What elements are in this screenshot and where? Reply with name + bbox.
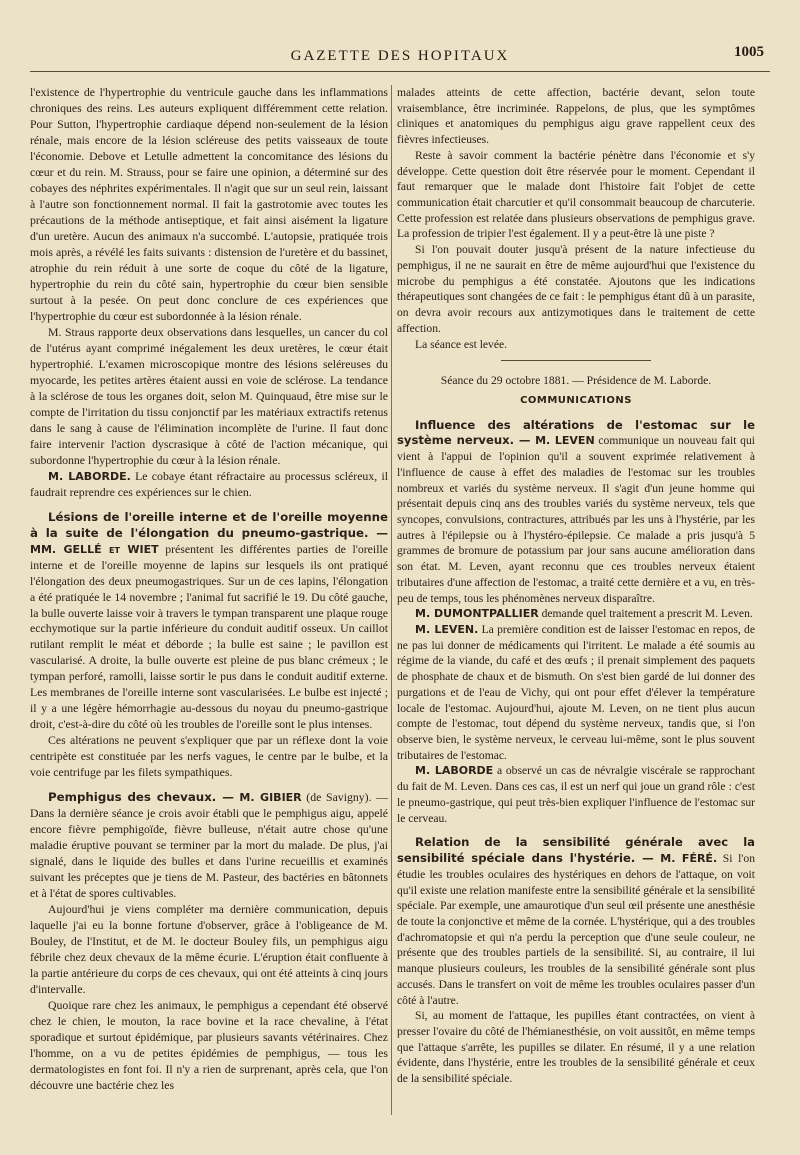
paragraph	[397, 763, 755, 826]
paragraph-text: Le cobaye étant réfractaire au processus scléreux, il faudrait reprendre ces expériences sur le chien.	[30, 468, 388, 499]
speaker-name: M. DUMONTPALLIER	[415, 607, 539, 621]
paragraph: M. Straus rapporte deux observations dans lesquelles, un cancer du col de l'utérus ayant comprimé inégalement les deux uretères, le cœur était hypertrophié. L'examen microscopique montre des lésions seléreuses du myocarde, les petites artères étaient aussi en voie de sclérose. La tendance à la sclérose de tous les organes doit, selon M. Quinquaud, être mise sur le compte de l'irritation du tissu conjonctif par les matériaux extractifs retenus dans le sang à cause de l'élimination incomplète de l'urine. Il faut donc faire intervenir l'action dyscrasique à côté de l'action mécanique, qui subordonne l'hypertrophie du cœur à la lésion rénale.	[30, 324, 388, 467]
paragraph: Quoique rare chez les animaux, le pemphigus a cependant été observé chez le chien, le mouton, la race bovine et la race chevaline, à l'état sporadique et surtout épidémique, par plusieurs savants vétérinaires. Chez l'homme, on a vu de petites épidémies de pemphigus, — tous les dermatologistes en font foi. Il n'y a rien de surprenant, après cela, que l'on découvre une bactérie chez les	[30, 998, 388, 1093]
article-heading	[30, 510, 388, 734]
paragraph	[397, 606, 755, 622]
paragraph-text: demande quel traitement a prescrit M. Leven.	[538, 607, 753, 621]
paragraph: Si l'on pouvait douter jusqu'à présent de la nature infectieuse du pemphigus, il ne ne saurait en être de même aujourd'hui que l'existence du microbe du pemphigus a été constatée. Ajoutons que les indications thérapeutiques sont changées de ce fait : le pemphigus étant dû à un parasite, on devra avoir recours aux antizymotiques dans le traitement de cette affection.	[397, 243, 755, 335]
speaker-name: M. LABORDE	[415, 764, 494, 778]
speaker-name: M. LABORDE.	[48, 469, 131, 483]
right-column	[397, 85, 755, 1087]
article-title: Lésions de l'oreille interne et de l'oreille moyenne à la suite de l'élongation du pneumo-gastrique. —	[30, 509, 388, 540]
speaker-name: M. FÉRÉ.	[653, 852, 718, 866]
paragraph: La séance est levée.	[415, 337, 508, 351]
paragraph-text: Si l'on étudie les troubles oculaires des hystériques en dehors de l'attaque, on voit qu'il existe une relation manifeste entre la sensibilité générale et la sensibilité spéciale. Par exemple, une amaurotique d'un seul œil présente une anesthésie de toute la conjonctive et même de la cornée. L'hystérique, qui a des troubles d'achromatopsie et qui n'a perdu la perception que d'une seule couleur, ne présente que des troubles partiels de la sensibilité. Si, au contraire, il lui manque plusieurs couleurs, les troubles de la sensibilité générale sont plus accusés. Dans le transfert on voit de même les troubles oculaires passer d'un côté à l'autre.	[397, 852, 755, 1007]
speaker-name: M. GIBIER	[233, 791, 302, 805]
left-column	[30, 85, 388, 1094]
paragraph: l'existence de l'hypertrophie du ventricule gauche dans les inflammations chroniques des reins. Les auteurs expliquent différemment cette relation. Pour Sutton, l'hypertrophie cardiaque dépend non-seulement de la lésion rénale, mais encore de la lésion scléreuse des petits vaisseaux de toute l'économie. Debove et Letulle admettent la concomitance des lésions du cœur et du rein. M. Strauss, pour se faire une opinion, a déterminé sur des cobayes des néphrites expérimentales. Il n'agit que sur un seul rein, laissant à l'autre son fonctionnement normal. Il fait la gastrotomie avec toutes les précautions de la méthode antiseptique, et fait ainsi aisément la ligature d'un uretère. Aucun des animaux n'a succombé. L'autopsie, pratiquée trois mois après, a révélé les faits suivants : distension de l'uretère et du bassinet, atrophie du rein réduit à une sorte de coque du côté de la ligature, hypertrophie du rein du côté sain, hypertrophie du cœur bien sensible surtout à la pesée. On peut donc conclure de ces expériences que l'hypertrophie du cœur est subordonnée à la lésion rénale.	[30, 85, 388, 323]
paragraph-text: a observé un cas de névralgie viscérale se rapprochant du fait de M. Leven. Dans ces cas, il est un nerf qui joue un grand rôle : c'est le pneumo-gastrique, qui peut très-bien expliquer l'influence de l'estomac sur le cerveau.	[397, 764, 755, 825]
speaker-name: M. LEVEN.	[415, 623, 479, 636]
article-heading	[397, 835, 755, 1008]
article-heading	[397, 418, 755, 607]
article-title: Relation de la sensibilité générale avec la sensibilité spéciale dans l'hystérie. —	[397, 835, 755, 866]
page-number: 1005	[734, 44, 764, 60]
session-line: Séance du 29 octobre 1881. — Présidence de M. Laborde.	[440, 374, 712, 388]
paragraph: Aujourd'hui je viens compléter ma dernière communication, depuis laquelle j'ai eu la bonne fortune d'observer, grâce à l'obligeance de M. Bouley, de l'Institut, et de M. le docteur Bouley fils, un pemphigus aigu fébrile chez deux chevaux de la même écurie. L'éruption était confluente à la partie antérieure du corps de ces chevaux, qui ont été atteints à cinq jours d'intervalle.	[30, 902, 388, 997]
paragraph: Reste à savoir comment la bactérie pénètre dans l'économie et s'y développe. Cette question doit être réservée pour le moment. Cependant il faut remarquer que le malade dont l'histoire fait l'objet de cette communication était charcutier et qu'il consommait beaucoup de charcuterie. Cette profession est relatée dans plusieurs observations de pemphigus grave. La profession de tripier l'est également. Il y a peut-être là une piste ?	[397, 148, 755, 241]
speaker-name: M. LEVEN	[530, 434, 595, 448]
journal-title: GAZETTE DES HOPITAUX	[290, 48, 510, 64]
section-rule	[501, 360, 651, 361]
paragraph: malades atteints de cette affection, bactérie devant, selon toute vraisemblance, être incriminée. Rappelons, de plus, que les symptômes cliniques et anatomiques du pemphigus aigu grave rappellent ceux des fièvres infectieuses.	[397, 86, 755, 147]
article-heading	[30, 790, 388, 902]
section-title: COMMUNICATIONS	[520, 394, 632, 406]
paragraph	[30, 469, 388, 501]
paragraph: Si, au moment de l'attaque, les pupilles étant contractées, on vient à presser l'ovaire du côté de l'hémianesthésie, on voit aussitôt, en même temps que l'attaque s'arrête, les pupilles se dilater. En résumé, il y a une relation évidente, dans l'hystérie, entre les troubles de la sensibilité générale et ceux de la sensibilité spéciale.	[397, 1009, 755, 1086]
paragraph: Ces altérations ne peuvent s'expliquer que par un réflexe dont la voie centripète est constituée par les nerfs vagues, le centre par le bulbe, et la voie centrifuge par les filets sympathiques.	[30, 733, 388, 780]
paragraph-text: (de Savigny). — Dans la dernière séance je crois avoir établi que le pemphigus aigu, appelé encore fièvre pemphigoïde, fièvre bulleuse, n'était autre chose qu'une maladie éruptive pouvant se terminer par la mort du malade. De plus, j'ai signalé, dans le liquide des bulles et dans l'urine recueillis et examinés suivant les préceptes que je tiens de M. Pasteur, des bactéries en bâtonnets et à l'état de spores cultivables.	[30, 790, 388, 901]
article-title: Pemphigus des chevaux. —	[48, 790, 234, 805]
header-rule	[30, 71, 770, 72]
column-divider	[391, 85, 392, 1115]
speaker-name: MM. GELLÉ et WIET	[30, 542, 159, 556]
paragraph	[397, 622, 755, 763]
paragraph-text: communique un nouveau fait qui vient à l'appui de l'opinion qu'il a souvent exprimée relativement à l'influence de cause à effet des maladies de l'estomac sur les troubles nombreux et variés du système nerveux. Il s'agit d'un jeune homme qui présentait depuis cinq ans des troubles variés du système nerveux, tels que syncopes, convulsions, contractures, attribués par les uns à l'hystérie, par les autres à l'épilepsie ou à l'hystéro-épilepsie. Ce malade a pris jusqu'à 5 grammes de bromure de potassium par jour sans aucune amélioration dans son état. M. Leven, ayant reconnu que ces troubles nerveux étaient tributaires d'une affection de l'estomac, a traité cette dernière et a vu, en très-peu de temps, tous les phénomènes nerveux disparaître.	[397, 434, 755, 605]
running-head	[0, 40, 800, 80]
article-title: Influence des altérations de l'estomac sur le système nerveux. —	[397, 417, 755, 448]
paragraph-text: La première condition est de laisser l'estomac en repos, de ne pas lui donner de médicaments qui l'irritent. Le malade a été soumis au régime de la viande, du café et des œufs ; il prenait simplement des paquets de phosphate de chaux et de bismuth. On s'est bien gardé de lui donner des purgations et de l'eau de Vichy, qui ont pour effet d'élever la température locale de l'estomac. Aujourd'hui, ajoute M. Leven, on ne tient plus aucun compte de l'estomac, tout dépend du système nerveux, tandis que, si l'on observe bien, le système nerveux, le cerveau lui-même, sont le plus souvent tributaires de l'estomac.	[397, 623, 755, 762]
paragraph-text: présentent les différentes parties de l'oreille interne et de l'oreille moyenne de lapins sur lesquels ils ont pratiqué l'élongation des deux pneumogastriques. Sur un de ces lapins, l'élongation a été pratiquée le 14 novembre ; l'animal fut sacrifié le 19. Du côté gauche, la bulle ouverte laisse voir à travers le tympan transparent une plaque rouge ecchymotique sur la partie inférieure du conduit auditif osseux. Un caillot rutilant remplit le méat et déborde ; la bulle est saine ; le pavillon est vascularisé. A droite, la bulle ouverte est pleine de pus blanc crémeux ; le tympan perforé, ramolli, laisse sortir le pus dans le conduit auditif externe. Les membranes de l'oreille interne sont vascularisées. Le bulbe est injecté ; il y a une légère hémorrhagie au-dessous du noyau du pneumo-gastrique droit, c'est-à-dire du côté où les troubles de l'oreille sont le plus intenses.	[30, 541, 388, 732]
